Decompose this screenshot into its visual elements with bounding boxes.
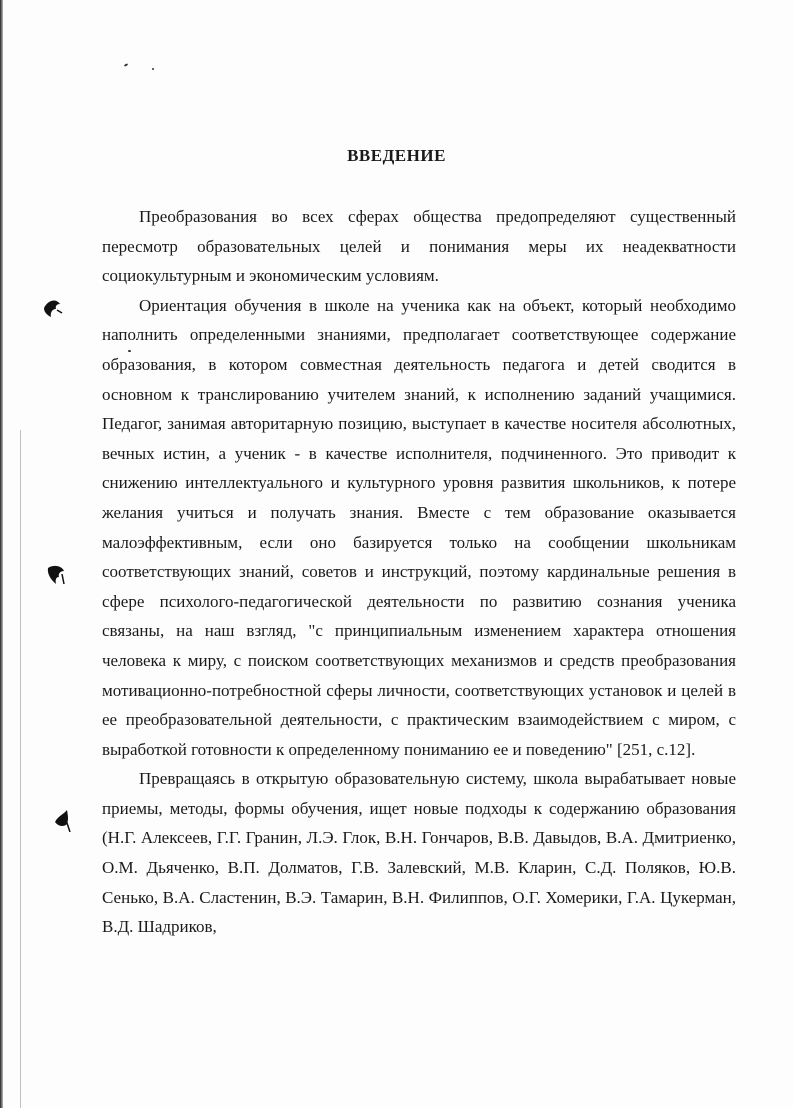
paragraph: Превращаясь в открытую образовательную систему, школа вырабатывает новые приемы, методы, формы обучения, ищет новые подходы к содержанию образования (Н.Г. Алексеев, Г.Г. Гранин, Л.Э. Глок, В.Н. Гончаров, В.В. Давыдов, В.А. Дмитриенко, О.М. Дьяченко, В.П. Долматов, Г.В. Залевский, М.В. Кларин, С.Д. Поляков, Ю.В. Сенько, В.А. Сластенин, В.Э. Тамарин, В.Н. Филиппов, О.Г. Хомерики, Г.А. Цукерман, В.Д. Шадриков,: [102, 769, 736, 937]
paragraph: Ориентация обучения в школе на ученика как на объект, который необходимо наполнить определенными знаниями, предполагает соответствующее содержание образования, в котором совместная деятельность педагога и детей сводится в основном к транслированию учителем знаний, к исполнению заданий учащимися. Педагог, занимая авторитарную позицию, выступает в качестве носителя абсолютных, вечных истин, а ученик - в качестве исполнителя, подчиненного. Это приводит к снижению интеллектуального и культурного уровня развития школьников, к потере желания учиться и получать знания. Вместе с тем образование оказывается малоэффективным, если оно базируется только на сообщении школьникам соответствующих знаний, советов и инструкций, поэтому кардинальные решения в сфере психолого-педагогической деятельности по развитию сознания ученика связаны, на наш взгляд, "с принципиальным изменением характера отношения человека к миру, с поиском соответствующих механизмов и средств преобразования мотивационно-потребностной сферы личности, соответствующих установок и целей в ее преобразовательной деятельности, с практическим взаимодействием с миром, с выработкой готовности к определенному пониманию ее и поведению" [251, с.12].: [102, 295, 736, 759]
scan-binding-edge: [0, 0, 3, 1108]
scan-shadow-line: [20, 430, 21, 1108]
hand-pointer-icon: [52, 808, 74, 832]
hand-pointer-icon: [42, 296, 64, 320]
scan-speck: [124, 63, 128, 67]
paragraph: Преобразования во всех сферах общества предопределяют существенный пересмотр образовательных целей и понимания меры их неадекватности социокультурным и экономическим условиям.: [102, 207, 736, 286]
page-title: ВВЕДЕНИЕ: [347, 146, 446, 165]
scan-speck: [152, 68, 154, 70]
hand-pointer-icon: [46, 562, 68, 586]
body-text: [102, 202, 736, 942]
